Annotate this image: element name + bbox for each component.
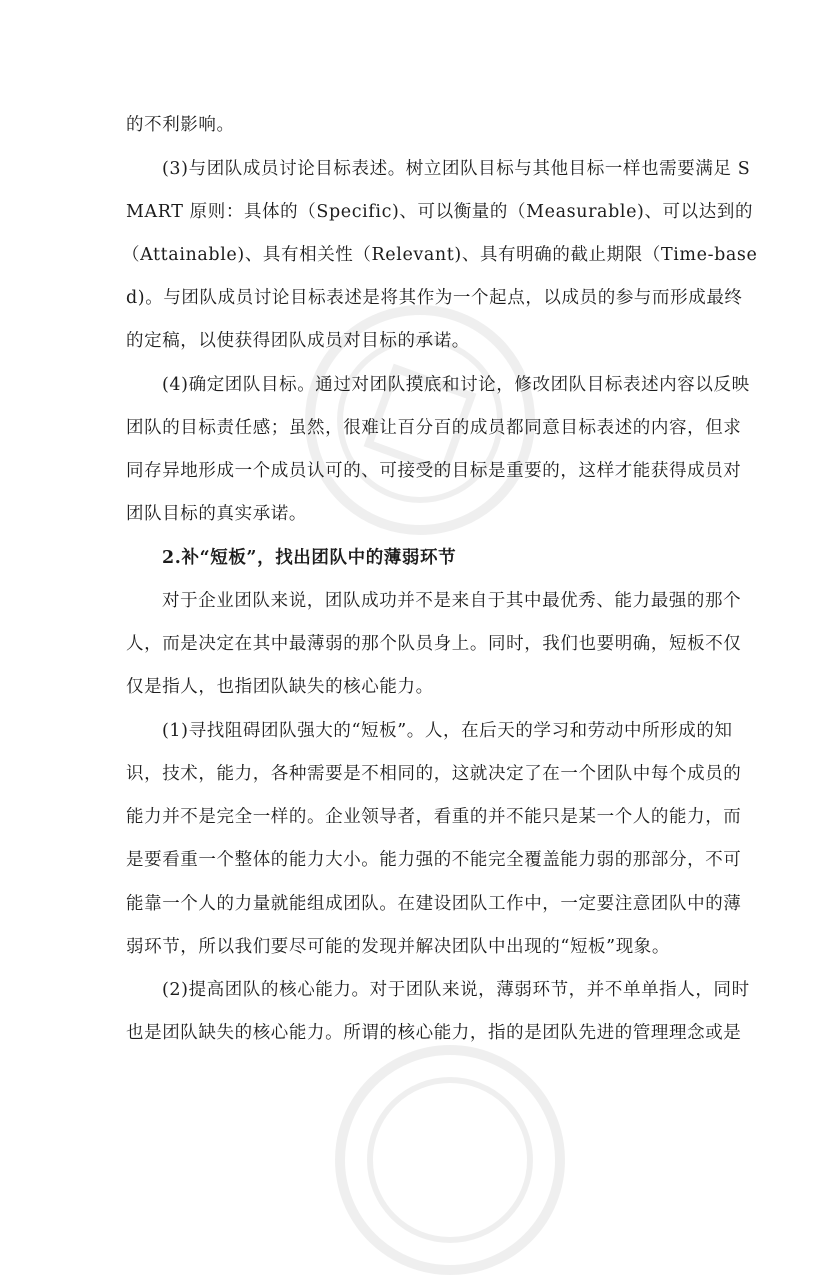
text-line: 弱环节，所以我们要尽可能的发现并解决团队中出现的“短板”现象。 bbox=[126, 937, 670, 957]
text-line: (2)提高团队的核心能力。对于团队来说，薄弱环节，并不单单指人，同时 bbox=[162, 980, 750, 1000]
text-line: 同存异地形成一个成员认可的、可接受的目标是重要的，这样才能获得成员对 bbox=[126, 461, 742, 481]
text-line: 仅是指人，也指团队缺失的核心能力。 bbox=[126, 677, 434, 697]
text-line: d)。与团队成员讨论目标表述是将其作为一个起点，以成员的参与而形成最终 bbox=[126, 288, 743, 308]
text-line: 的定稿，以使获得团队成员对目标的承诺。 bbox=[126, 331, 470, 351]
text-line: 能力并不是完全一样的。企业领导者，看重的并不能只是某一个人的能力，而 bbox=[126, 807, 742, 827]
section-heading: 2.补“短板”，找出团队中的薄弱环节 bbox=[162, 548, 457, 568]
text-line: 识，技术，能力，各种需要是不相同的，这就决定了在一个团队中每个成员的 bbox=[126, 764, 742, 784]
text-line: 对于企业团队来说，团队成功并不是来自于其中最优秀、能力最强的那个 bbox=[162, 591, 742, 611]
text-line: (4)确定团队目标。通过对团队摸底和讨论，修改团队目标表述内容以反映 bbox=[162, 375, 750, 395]
text-line: 也是团队缺失的核心能力。所谓的核心能力，指的是团队先进的管理理念或是 bbox=[126, 1023, 742, 1043]
text-line: (1)寻找阻碍团队强大的“短板”。人，在后天的学习和劳动中所形成的知 bbox=[162, 721, 733, 741]
text-line: 团队目标的真实承诺。 bbox=[126, 504, 307, 524]
watermark-seal-icon bbox=[330, 1040, 570, 1280]
text-line: 的不利影响。 bbox=[126, 115, 235, 135]
text-line: MART 原则：具体的（Specific)、可以衡量的（Measurable)、可以达到的 bbox=[126, 202, 754, 222]
text-line: （Attainable)、具有相关性（Relevant)、具有明确的截止期限（Time-base bbox=[122, 245, 758, 265]
text-line: (3)与团队成员讨论目标表述。树立团队目标与其他目标一样也需要满足 S bbox=[162, 159, 751, 179]
text-line: 能靠一个人的力量就能组成团队。在建设团队工作中，一定要注意团队中的薄 bbox=[126, 894, 742, 914]
text-line: 团队的目标责任感；虽然，很难让百分百的成员都同意目标表述的内容，但求 bbox=[126, 418, 742, 438]
text-line: 是要看重一个整体的能力大小。能力强的不能完全覆盖能力弱的那部分，不可 bbox=[126, 850, 742, 870]
text-line: 人，而是决定在其中最薄弱的那个队员身上。同时，我们也要明确，短板不仅 bbox=[126, 634, 742, 654]
